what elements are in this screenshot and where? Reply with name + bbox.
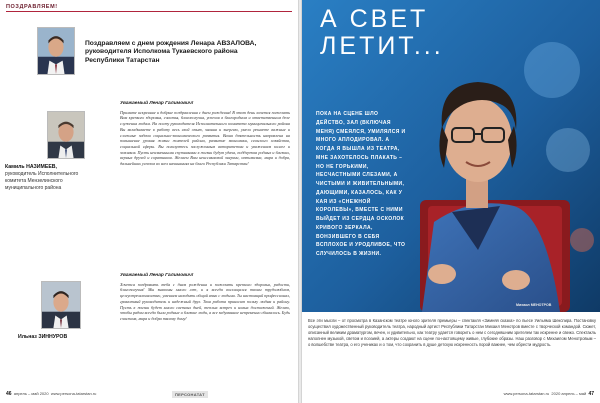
footer-issue-right: 2020 апрель – май (551, 391, 587, 396)
letter-zinnurov (120, 273, 290, 322)
footer-site-right: www.persona-tatarstan.ru (503, 391, 550, 396)
photo-caption: Михаил МЕНОТРОВ (516, 303, 552, 307)
hero-photo (302, 0, 600, 312)
caption-nazimeev (5, 164, 89, 191)
caption-zinnurov (18, 334, 98, 341)
person-name: Камиль НАЗИМЕЕВ, (5, 164, 57, 170)
footer-site-left: www.persona-tatarstan.ru (50, 391, 97, 396)
letter-body: Примите искренние и добрые поздравления с днем рождения! В этот день хочется пожелать Вам крепкого здоровья, счастья, благополучия, успехов в благородном и ответственном деле служения людям. На посту руководителя Исполнительного комитета муниципального района Вы вкладываете в работу весь свой опыт, знания и энергию, умело решаете важные и сложные задачи социально-экономического развития. Ваша деятельность направлена на повышение уровня жизни жителей района, развитие экономики, сельского хозяйства, социальной сферы. Вы пользуетесь заслуженным авторитетом и уважением коллег и земляков. Пусть неизменными спутниками в жизни будут удача, поддержка родных и близких, верных друзей и соратников. Желаем Вам неиссякаемой энергии, оптимизма, мира и добра, дальнейших успехов во всех начинаниях на благо Республики Татарстан! (120, 109, 290, 167)
birthday-greeting-heading (85, 40, 295, 65)
footer-right (504, 391, 594, 397)
footer-issue-left: апрель – май 2020 (13, 391, 49, 396)
pull-quote: ПОКА НА СЦЕНЕ ШЛО ДЕЙСТВО, ЗАЛ (ВКЛЮЧАЯ МЕНЯ) СМЕЯЛСЯ, УМИЛЯЛСЯ И МНОГО АПЛОДИРОВАЛ. А КОГДА Я ВЫШЛА ИЗ ТЕАТРА, МНЕ ЗАХОТЕЛОСЬ ПЛАКАТЬ – НО НЕ ГОРЬКИМИ, НЕСЧАСТНЫМИ СЛЕЗАМИ, А ЧИСТЫМИ И ЖИВИТЕЛЬНЫМИ, ДАЮЩИМИ, КАЗАЛОСЬ, КАК У КАЯ ИЗ «СНЕЖНОЙ КОРОЛЕВЫ», ВМЕСТЕ С НИМИ ВЫЙДЕТ ИЗ СЕРДЦА ОСКОЛОК КРИВОГО ЗЕРКАЛА, ВОНЗИВШЕГО В СЕБЯ ВСПЛОХОЕ И УРОДЛИВОЕ, ЧТО СЛУЧИЛОСЬ В ЖИЗНИ. (316, 111, 406, 257)
letter-salutation: Уважаемый Ленар Галимович! (120, 273, 194, 278)
article-headline (320, 6, 444, 60)
page-number-left: 46 (6, 391, 12, 397)
greeting-line-1: Поздравляем с днем рождения Ленара АВЗАЛОВА, (85, 40, 257, 47)
left-page (0, 0, 298, 403)
section-divider (6, 11, 292, 12)
footer-left (6, 391, 96, 397)
portrait-photo-zinnurov (41, 281, 81, 329)
letter-body: Хочется поздравить тебя с днем рождения и пожелать крепкого здоровья, радости, благополучия! Мы знакомы много лет, и я всегда восхищался твоим трудолюбием, целеустремленностью, умением находить общий язык с людьми. Ты настоящий профессионал, грамотный руководитель и надежный друг. Твоя работа приносит пользу людям и району. Пусть в жизни будет много светлых дней, теплых встреч и новых достижений. Желаю, чтобы рядом всегда были родные и близкие люди, а все задуманное непременно сбывалось. Будь счастлив, мира и добра твоему дому! (120, 281, 290, 322)
greeting-line-3: Республики Татарстан (85, 56, 160, 64)
right-page (302, 0, 600, 403)
headline-line-1: А СВЕТ (320, 5, 429, 33)
magazine-logo: ПЕРСОНАТАТ (172, 391, 208, 398)
headline-line-2: ЛЕТИТ... (320, 32, 444, 60)
greeting-line-2: руководителя Исполкома Тукаевского района (85, 48, 238, 56)
article-intro-text: Все эти мысли – от просмотра в Казанском театре юного зрителя премьеры – спектакля «Зимняя сказка» по пьесе Уильяма Шекспира. Постановку осуществил художественный руководитель театра, народный артист Республики Татарстан Михаил Менотров вместе с творческой командой. Сюжет, описанный великим драматургом, вечен, и удивительно, как театру удается говорить о нем с сегодняшним зрителем так искренне и свежо. Спектакль наполнен музыкой, светом и поэзией, а актеры создают на сцене по-настоящему живые, глубокие образы. Наш разговор с Михаилом Менотровым – о волшебстве театра, о его учениках и о том, что сохранить в душе детскую искренность порой важнее, чем обрести мудрость. (308, 318, 596, 347)
section-tag: ПОЗДРАВЛЯЕМ! (6, 4, 58, 10)
portrait-photo-avzalov (37, 27, 75, 75)
page-number-right: 47 (588, 391, 594, 397)
letter-salutation: Уважаемый Ленар Галимович! (120, 101, 194, 106)
person-role: руководитель Исполнительного комитета Мензелинского муниципального района (5, 171, 79, 191)
letter-nazimeev (120, 101, 290, 167)
person-name: Ильназ ЗИННУРОВ (18, 334, 68, 340)
portrait-photo-nazimeev (47, 111, 85, 159)
